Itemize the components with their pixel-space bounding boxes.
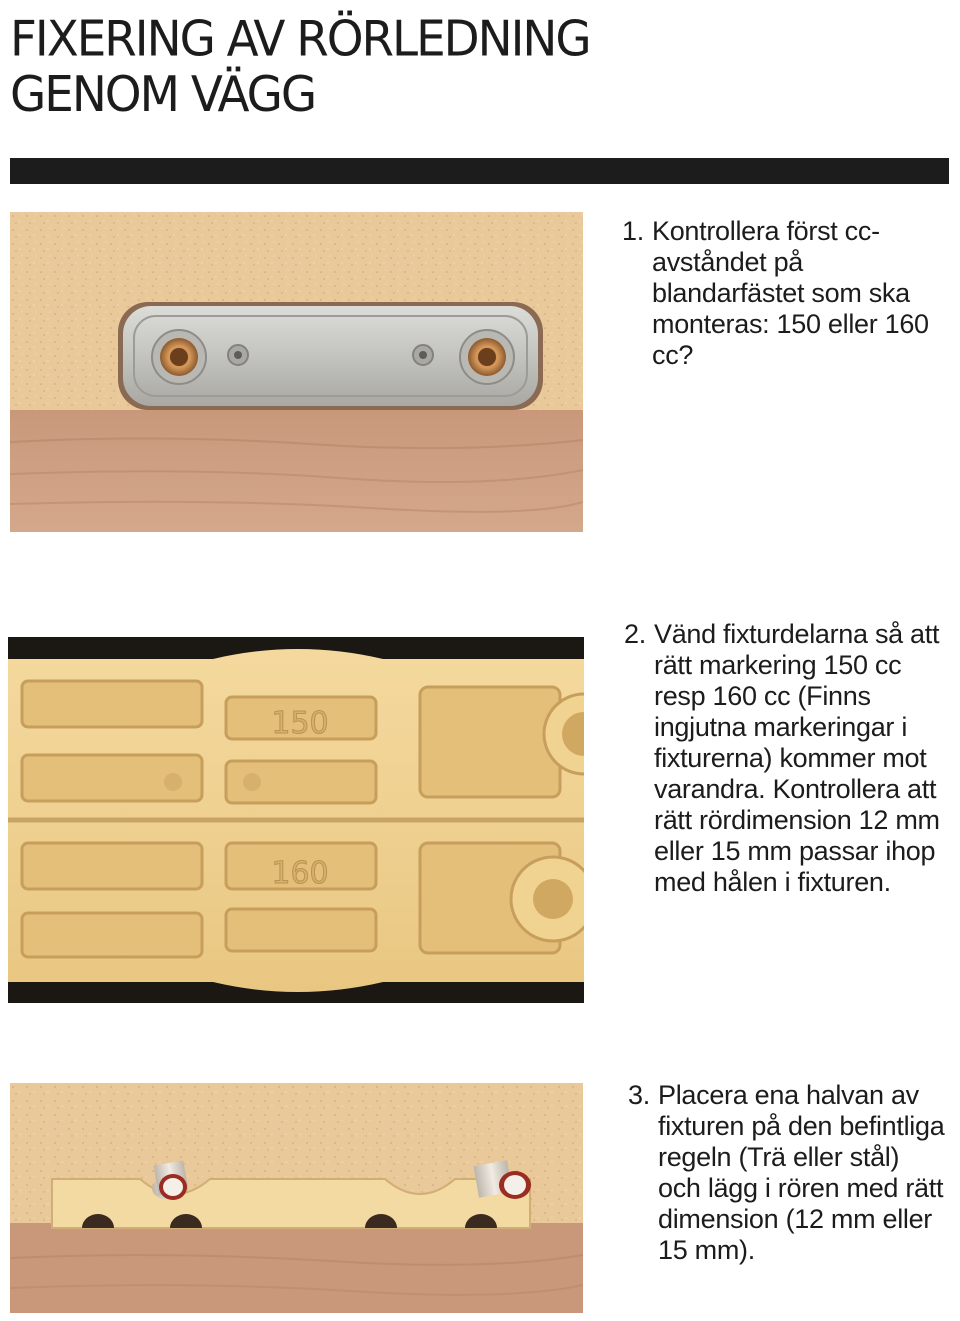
step-3-number: 3.: [628, 1080, 650, 1110]
fixture-on-stud-image: [10, 1083, 583, 1313]
step-3-text: Placera ena halvan av fixturen på den befintliga regeln (Trä eller stål) och lägg i rören med rätt dimension (12 mm eller 15 mm).: [658, 1080, 945, 1265]
page-title-line-2: GENOM VÄGG: [10, 66, 316, 124]
page-title: [10, 12, 590, 122]
step-1-number: 1.: [622, 216, 644, 246]
step-3: [628, 1080, 948, 1266]
mounting-bracket-image: [10, 212, 583, 532]
photo-fixture-on-stud: [10, 1083, 583, 1313]
fixture-marking-160: 160: [271, 856, 329, 891]
fixture-markings-image: [8, 637, 584, 1003]
fixture-marking-150: 150: [271, 706, 329, 741]
photo-mounting-bracket: [10, 212, 583, 532]
step-1-text: Kontrollera först cc-avståndet på blandarfästet som ska monteras: 150 eller 160 cc?: [652, 216, 929, 370]
page-title-line-1: FIXERING AV RÖRLEDNING: [10, 11, 590, 69]
step-2-number: 2.: [624, 619, 646, 649]
step-1: [622, 216, 942, 371]
step-2-text: Vänd fixturdelarna så att rätt markering 150 cc resp 160 cc (Finns ingjutna markeringar i fixturerna) kommer mot varandra. Kontrollera att rätt rördimension 12 mm eller 15 mm passar ihop med hålen i fixturen.: [654, 619, 940, 897]
title-divider-bar: [10, 158, 949, 184]
step-2: [624, 619, 954, 898]
photo-fixture-markings: [8, 637, 584, 1003]
